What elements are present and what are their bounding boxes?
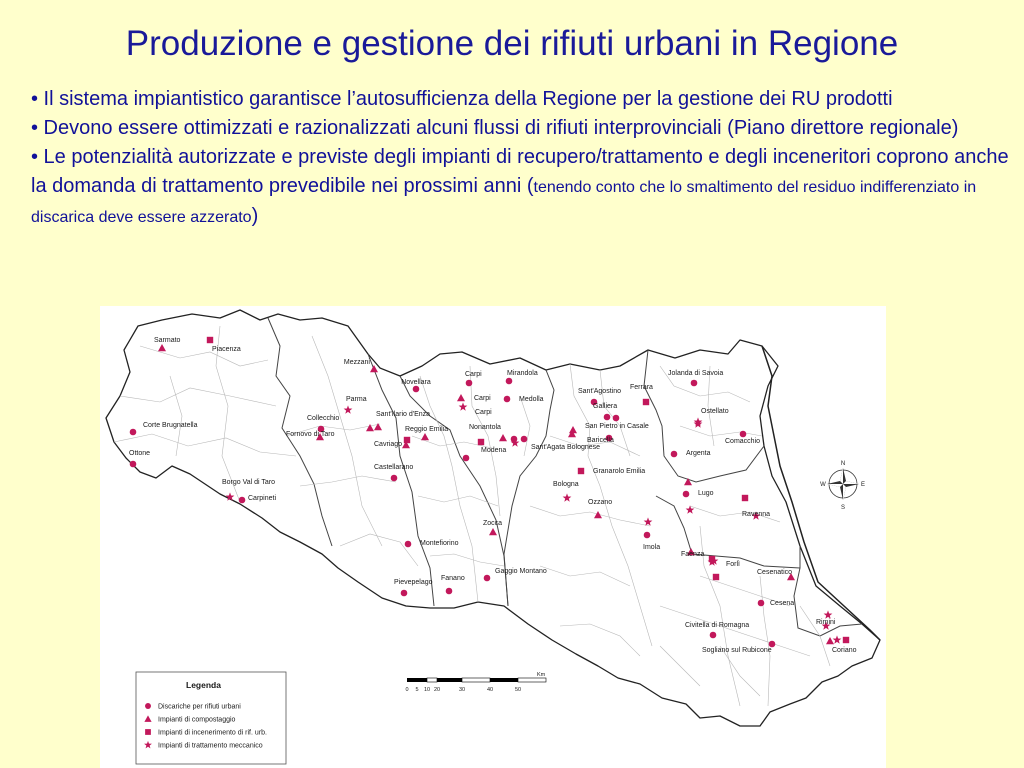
place-label: San Pietro in Casale <box>585 423 649 430</box>
place-label: Lugo <box>698 490 714 497</box>
bullet-item <box>31 143 1016 232</box>
place-label: Zocca <box>483 520 503 527</box>
place-label: Jolanda di Savoia <box>668 370 724 377</box>
place-label: Nonantola <box>469 424 501 431</box>
place-label: Carpi <box>474 395 491 402</box>
legend <box>136 672 286 764</box>
scale-tick: 10 <box>423 687 431 693</box>
place-label: Gaggio Montano <box>495 568 547 575</box>
place-label: Carpineti <box>248 495 277 502</box>
square-marker <box>207 337 213 343</box>
place-label: Montefiorino <box>420 540 459 547</box>
compass-s: S <box>840 505 846 511</box>
place-label: Coriano <box>832 647 857 654</box>
place-label: Castellarano <box>374 464 414 471</box>
circle-marker <box>463 455 470 462</box>
circle-marker <box>758 600 765 607</box>
bullet-list <box>31 85 1016 232</box>
place-label: Collecchio <box>307 415 340 422</box>
place-label: Cesenatico <box>757 569 793 576</box>
circle-marker <box>604 414 611 421</box>
place-label: Ozzano <box>588 499 613 506</box>
circle-marker <box>671 451 678 458</box>
circle-marker <box>506 378 513 385</box>
circle-marker <box>130 429 137 436</box>
square-marker <box>578 468 584 474</box>
compass-e: E <box>860 482 866 488</box>
place-label: Baricella <box>587 437 614 444</box>
place-label: Rimini <box>816 619 836 626</box>
circle-marker <box>511 436 518 443</box>
compass-rose <box>820 461 865 511</box>
place-label: Fanano <box>441 575 465 582</box>
scale-bar <box>405 672 546 693</box>
place-label: Parma <box>346 396 367 403</box>
bullet-item: • Il sistema impiantistico garantisce l’autosufficienza della Regione per la gestione dei RU prodotti <box>31 88 893 110</box>
circle-marker <box>145 703 151 709</box>
place-label: Ostellato <box>701 408 729 415</box>
circle-marker <box>504 396 511 403</box>
scale-tick: 30 <box>458 687 466 693</box>
place-label: Corte Brugnatella <box>143 422 198 429</box>
place-label: Sogliano sul Rubicone <box>702 647 772 654</box>
square-marker <box>843 637 849 643</box>
place-label: Carpi <box>475 409 492 416</box>
place-label: Piacenza <box>212 346 241 353</box>
circle-marker <box>401 590 408 597</box>
place-label: Imola <box>643 544 661 551</box>
open-paren: ( <box>526 175 534 197</box>
place-label: Modena <box>481 447 507 454</box>
square-marker <box>643 399 649 405</box>
close-paren: ) <box>251 205 259 227</box>
square-marker <box>478 439 484 445</box>
place-label: Mezzani <box>343 359 370 366</box>
compass-n: N <box>840 461 846 467</box>
circle-marker <box>710 632 717 639</box>
legend-label: Impianti di incenerimento di rif. urb. <box>158 729 267 737</box>
square-marker <box>713 574 719 580</box>
place-label: Ferrara <box>630 384 653 391</box>
circle-marker <box>466 380 473 387</box>
legend-label: Discariche per rifiuti urbani <box>158 703 241 711</box>
place-label: Bologna <box>553 481 579 488</box>
circle-marker <box>405 541 412 548</box>
place-label: Sant'Agostino <box>578 388 621 395</box>
square-marker <box>404 437 410 443</box>
place-label: Civitella di Romagna <box>685 622 750 629</box>
place-label: Argenta <box>686 450 711 457</box>
place-label: Galliera <box>593 403 618 410</box>
compass-w: W <box>820 482 826 488</box>
square-marker <box>742 495 748 501</box>
place-label: Medolla <box>519 396 544 403</box>
place-label: Reggio Emilia <box>405 426 449 433</box>
circle-marker <box>521 436 528 443</box>
bullet-note: tenendo conto che lo smaltimento del residuo indifferenziato in discarica deve essere azzerato <box>31 179 977 226</box>
legend-label: Impianti di trattamento meccanico <box>158 742 263 750</box>
scale-unit: Km <box>537 672 546 678</box>
scale-tick: 5 <box>415 687 419 693</box>
circle-marker <box>391 475 398 482</box>
scale-tick: 40 <box>486 687 494 693</box>
place-label: Fornovo di Taro <box>286 431 335 438</box>
place-label: Sant'Ilario d'Enza <box>376 411 431 418</box>
place-label: Pievepelago <box>394 579 433 586</box>
legend-title: Legenda <box>186 680 221 690</box>
region-outline <box>106 310 880 726</box>
place-label: Forlì <box>726 561 740 568</box>
legend-label: Impianti di compostaggio <box>158 716 236 724</box>
scale-tick: 50 <box>514 687 522 693</box>
circle-marker <box>484 575 491 582</box>
place-label: Cavriago <box>374 441 403 448</box>
circle-marker <box>683 491 690 498</box>
place-label: Novellara <box>401 379 431 386</box>
circle-marker <box>644 532 651 539</box>
place-label: Ottone <box>129 450 151 457</box>
place-label: Faenza <box>681 551 705 558</box>
slide-title: Produzione e gestione dei rifiuti urbani in Regione <box>125 24 899 63</box>
bullet-text: • Le potenzialità autorizzate e previste degli impianti di recupero/trattamento e degli inceneritori coprono anche la domanda di trattamento prevedibile nei prossimi anni <box>31 146 1009 197</box>
place-label: Borgo Val di Taro <box>222 479 276 486</box>
place-label: Granarolo Emilia <box>593 468 646 475</box>
place-label: Mirandola <box>507 370 538 377</box>
scale-tick: 20 <box>433 687 441 693</box>
circle-marker <box>130 461 137 468</box>
region-map <box>100 306 886 768</box>
place-label: Ravenna <box>742 511 771 518</box>
circle-marker <box>613 415 620 422</box>
place-label: Carpi <box>465 371 482 378</box>
place-label: Cesena <box>770 600 795 607</box>
place-label: Comacchio <box>725 438 761 445</box>
circle-marker <box>239 497 246 504</box>
bullet-item: • Devono essere ottimizzati e razionalizzati alcuni flussi di rifiuti interprovinciali (Piano direttore regionale) <box>31 117 959 139</box>
place-label: Sant'Agata Bolognese <box>531 444 601 451</box>
place-label: Sarmato <box>154 337 181 344</box>
scale-tick: 0 <box>405 687 409 693</box>
map-svg <box>100 306 886 768</box>
circle-marker <box>413 386 420 393</box>
square-marker <box>145 729 151 735</box>
circle-marker <box>691 380 698 387</box>
circle-marker <box>740 431 747 438</box>
circle-marker <box>446 588 453 595</box>
